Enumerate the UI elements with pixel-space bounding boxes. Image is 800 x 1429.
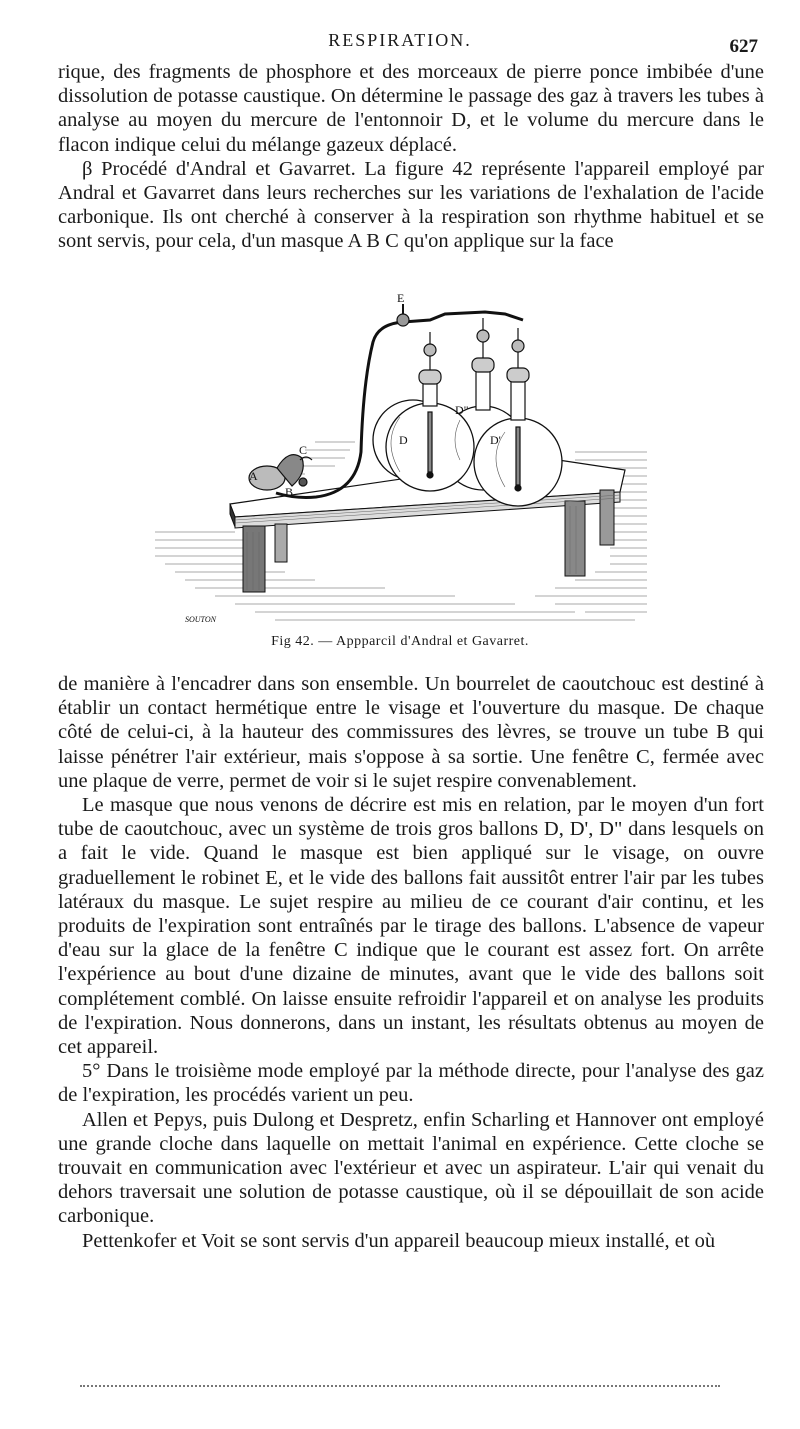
paragraph: Le masque que nous venons de décrire est mis en relation, par le moyen d'un fort tube de caoutchouc, avec un système de trois gros ballons D, D', D" dans lesquels on a fait le vide. Quand le masque est bien appliqué sur le visage, on ouvre graduellement le robinet E, et le vide des ballons fait aussitôt entrer l'air par les tubes latéraux du masque. Le sujet respire au milieu de ce courant d'air continu, et les produits de l'expiration sont entraînés par le tirage des ballons. L'absence de vapeur d'eau sur la glace de la fenêtre C indique que le courant est assez fort. On arrête l'expérience au bout d'une dizaine de minutes, avant que le vide des ballons soit complétement comblé. On laisse ensuite refroidir l'appareil et on analyse les produits de l'expiration. Nous donnerons, dans un instant, les résultats obtenus au moyen de cet appareil. bbox=[58, 794, 764, 1059]
bottom-text-block bbox=[58, 672, 764, 1253]
top-text-block bbox=[58, 60, 764, 254]
engraver-signature: SOUTON bbox=[185, 615, 216, 624]
label-D-prime: D' bbox=[490, 433, 501, 447]
label-D-double-prime: D" bbox=[455, 403, 469, 417]
paragraph: Pettenkofer et Voit se sont servis d'un appareil beaucoup mieux installé, et où bbox=[82, 1229, 716, 1252]
label-A: A bbox=[249, 469, 258, 483]
paragraph: 5° Dans le troisième mode employé par la méthode directe, pour l'analyse des gaz de l'expiration, les procédés varient un peu. bbox=[58, 1060, 764, 1107]
running-title: RESPIRATION. bbox=[328, 30, 472, 50]
paragraph: rique, des fragments de phosphore et des morceaux de pierre ponce imbibée d'une dissolution de potasse caustique. On détermine le passage des gaz à travers les tubes à analyse au moyen du mercure de l'entonnoir D, et le volume du mercure dans le flacon indique celui du mélange gazeux déplacé. bbox=[58, 61, 764, 156]
figure-caption: Fig 42. — Appparcil d'Andral et Gavarret. bbox=[271, 634, 529, 649]
label-D: D bbox=[399, 433, 408, 447]
stopcock-E bbox=[397, 304, 409, 326]
label-E: E bbox=[397, 292, 405, 305]
paragraph: de manière à l'encadrer dans son ensemble. Un bourrelet de caoutchouc est destiné à établir un contact hermétique entre le visage et l'ouverture du masque. De chaque côté de celui-ci, à la hauteur des commissures des lèvres, se trouve un tube B qui laisse pénétrer l'air extérieur, mais s'oppose à sa sortie. Une fenêtre C, fermée avec une plaque de verre, permet de voir si le sujet respire convenablement. bbox=[58, 673, 764, 792]
apparatus-illustration bbox=[155, 292, 647, 630]
paragraph: Allen et Pepys, puis Dulong et Despretz, enfin Scharling et Hannover ont employé une grande cloche dans laquelle on mettait l'animal en expérience. Cette cloche se trouvait en communication avec l'extérieur et avec un aspirateur. L'air qui venait du dehors traversait une solution de potasse caustique, où il se dépouillait de son acide carbonique. bbox=[58, 1108, 764, 1228]
mask bbox=[249, 455, 312, 490]
label-B: B bbox=[285, 485, 294, 499]
paragraph: β Procédé d'Andral et Gavarret. La figure 42 représente l'appareil employé par Andral et Gavarret dans leurs recherches sur les variations de l'exhalation de l'acide carbonique. Ils ont cherché à conserver à la respiration son rhythme habituel et se sont servis, pour cela, d'un masque A B C qu'on applique sur la face bbox=[58, 157, 764, 253]
footer-rule bbox=[80, 1385, 720, 1389]
label-C: C bbox=[299, 443, 308, 457]
page-number: 627 bbox=[729, 36, 758, 57]
page-header bbox=[0, 30, 800, 60]
